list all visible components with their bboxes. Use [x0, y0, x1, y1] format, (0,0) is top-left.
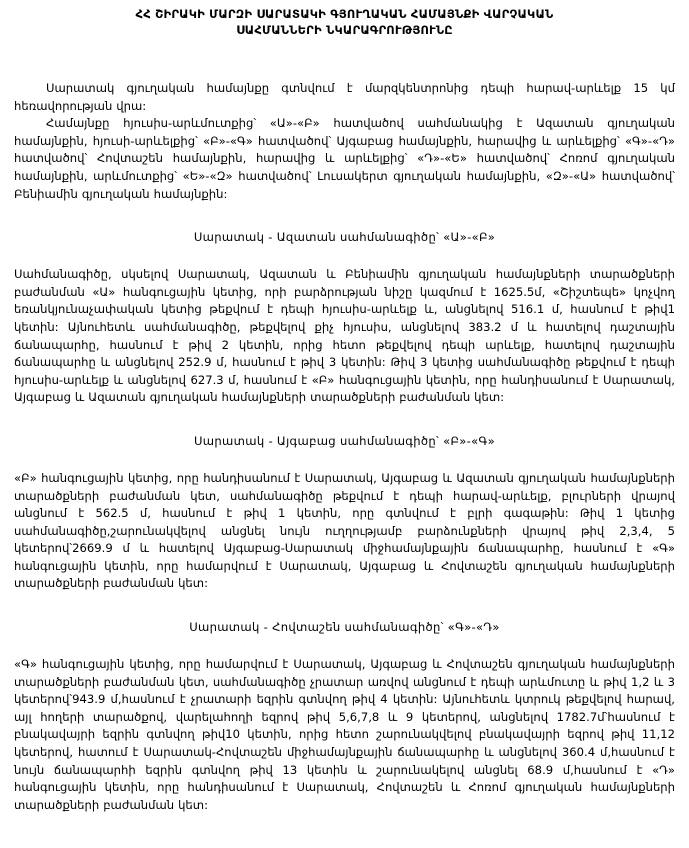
section-gap-1 [14, 203, 675, 229]
section-gap-3 [14, 593, 675, 619]
document-title [42, 6, 647, 38]
section-paragraph-a-b: Սահմանագիծը, սկսելով Սարատակ, Ազատան և Բենիամին գյուղական համայնքների տարածքների բաժանման «Ա» հանգուցային կետից, որի բարձրության նիշը կազմում է 1625.5մ, «Շիշտեպե» կոչվող եռանկյունաչափական կետից թեքվում է դեպի հյուսիս-արևելք և, անցնելով 516.1 մ, հասնում է թիվ1 կետին: Այնուհետև սահմանագիծը, թեքվելով քիչ հյուսիս, անցնելով 383.2 մ և հատելով դաշտային ճանապարհը, հասնում է թիվ 2 կետին, որից հետո թեքվելով դեպի արևելք, հատելով դաշտային ճանապարհը և անցնելով 252.9 մ, հասնում է թիվ 3 կետին: Թիվ 3 կետից սահմանագիծը թեքվում է դեպի հյուսիս-արևելք և անցնելով 627.3 մ, հասնում է «Բ» հանգուցային կետին, որը հանդիսանում է Սարատակ, Այգաբաց և Ազատան գյուղական համայնքների տարածքների բաժանման կետ: [14, 267, 675, 405]
section-gap-2 [14, 407, 675, 433]
document-title-line-2: ՍԱՀՄԱՆՆԵՐԻ ՆԿԱՐԱԳՐՈՒԹՅՈՒՆԸ [236, 23, 453, 37]
section-heading-g-d: Սարատակ - Հովտաշեն սահմանագիծը՝ «Գ»-«Դ» [189, 620, 500, 635]
section-paragraph-b-g: «Բ» հանգուցային կետից, որը հանդիսանում է Սարատակ, Այգաբաց և Ազատան գյուղական համայնքների տարածքների բաժանման կետ, սահմանագիծը թեքվում է դեպի հարավ-արևելք, բլուրների վրայով անցնում է 562.5 մ, հասնում է թիվ 1 կետին, որը գտնվում է բլրի գագաթին: Թիվ 1 կետից սահմանագիծը,շարունակվելով անցնել նույն ուղղությամբ բարձունքների վրայով թիվ 2,3,4, 5 կետերով՝2669.9 մ և հատելով Այգաբաց-Սարատակ միջհամայնքային ճանապարհը, հասնում է «Գ» հանգուցային կետին, որը համարվում է Սարատակ, Այգաբաց և Հովտաշեն գյուղական համայնքների տարածքների բաժանման կետ: [14, 470, 675, 591]
section-paragraph-g-d: «Գ» հանգուցային կետից, որը համարվում է Սարատակ, Այգաբաց և Հովտաշեն գյուղական համայնքների տարածքների բաժանման կետ, սահմանագիծը չրատար առվով անցնում է դեպի արևմուտը և թիվ 1,2 և 3 կետերով՝943.9 մ,հասնում է չրատարի եզրին գտնվող թիվ 4 կետին: Այնուհետև կտրուկ թեքվելով հարավ, այլ հողերի տարածքով, վարելահողի եզրով թիվ 5,6,7,8 և 9 կետերով, անցնելով 1782.7մ՝հասնում է բնակավայրի եզրին գտնվող թիվ10 կետին, որից հետո շարունակվելով բնակավայրի եզրով թիվ 11,12 կետերով, հատում է Սարատակ-Հովտաշեն միջհամայնքային ճանապարհը և անցնելով 360.4 մ,հասնում է նույն ճանապարհի եզրին գտնվող թիվ 13 կետին և շարունակելով անցնել 68.9 մ,հասնում է «Դ» հանգուցային կետին, որը հանդիսանում է Սարատակ, Հովտաշեն և Հոռոմ գյուղական համայնքների տարածքների բաժանման կետ: [14, 657, 675, 812]
title-spacer [14, 38, 675, 80]
section-heading-b-g: Սարատակ - Այգաբաց սահմանագիծը՝ «Բ»-«Գ» [194, 433, 495, 448]
heading-gap-1 [14, 246, 675, 266]
heading-gap-3 [14, 636, 675, 656]
intro-paragraph-2: Համայնքը հյուսիս-արևմուտքից՝ «Ա»-«Բ» հատվածով սահմանակից է Ազատան գյուղական համայնքին, հյուսի-արևելքից՝ «Բ»-«Գ» հատվածով՝ Այգաբաց համայնքին, հարավից և արևելքից՝ «Գ»-«Դ» հատվածով՝ Հովտաշեն համայնքին, հարավից և արևելքից՝ «Դ»-«Ե» հատվածով՝ Հոռոմ գյուղական համայնքին, արևմուտքից՝ «Ե»-«Զ» հատվածով՝ Լուսակերտ գյուղական համայնքին, «Զ»-«Ա» հատվածով՝ Բենիամին գյուղական համայնքին: [14, 116, 675, 201]
intro-paragraph-1: Սարատակ գյուղական համայնքը գտնվում է մարզկենտրոնից դեպի հարավ-արևելք 15 կմ հեռավորության վրա: [14, 81, 675, 113]
heading-gap-2 [14, 450, 675, 470]
section-heading-a-b: Սարատակ - Ազատան սահմանագիծը՝ «Ա»-«Բ» [193, 230, 496, 245]
document-title-line-1: ՀՀ ՇԻՐԱԿԻ ՄԱՐԶԻ ՍԱՐԱՏԱԿԻ ԳՅՈՒՂԱԿԱՆ ՀԱՄԱՅՆՔԻ ՎԱՐՉԱԿԱՆ [135, 7, 554, 21]
